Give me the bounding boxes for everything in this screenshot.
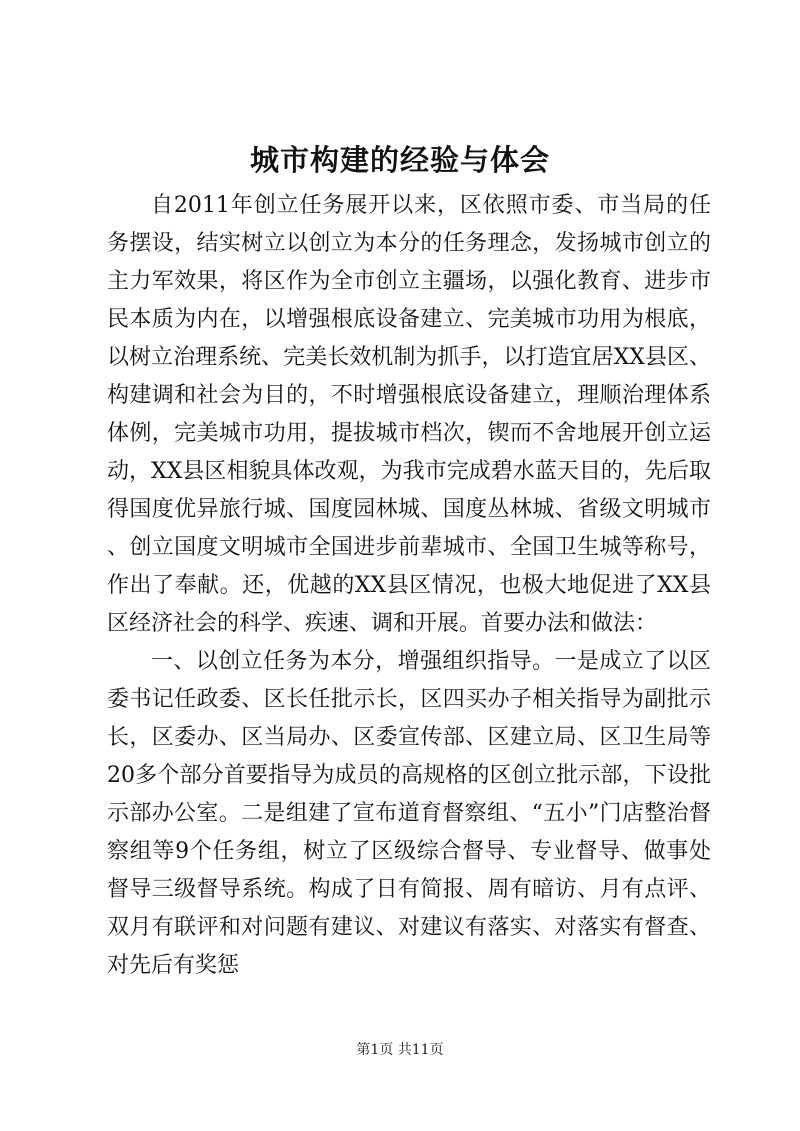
paragraph-1: 自2011年创立任务展开以来，区依照市委、市当局的任务摆设，结实树立以创立为本分的任务理念，发扬城市创立的主力军效果，将区作为全市创立主疆场，以强化教育、进步市民本质为内在，以增强根底设备建立、完美城市功用为根底，以树立治理系统、完美长效机制为抓手，以打造宜居XX县区、构建调和社会为目的，不时增强根底设备建立，理顺治理体系体例，完美城市功用，提拔城市档次，锲而不舍地展开创立运动，XX县区相貌具体改观，为我市完成碧水蓝天目的，先后取得国度优异旅行城、国度园林城、国度丛林城、省级文明城市、创立国度文明城市全国进步前辈城市、全国卫生城等称号，作出了奉献。还，优越的XX县区情况，也极大地促进了XX县区经济社会的科学、疾速、调和开展。首要办法和做法：: [107, 193, 711, 636]
document-body: [107, 187, 711, 985]
page-footer: 第1页 共11页: [356, 1042, 444, 1058]
document-title: 城市构建的经验与体会: [249, 143, 550, 177]
paragraph-2: 一、以创立任务为本分，增强组织指导。一是成立了以区委书记任政委、区长任批示长，区四买办子相关指导为副批示长，区委办、区当局办、区委宣传部、区建立局、区卫生局等20多个部分首要指导为成员的高规格的区创立批示部，下设批示部办公室。二是组建了宣布道育督察组、“五小”门店整治督察组等9个任务组，树立了区级综合督导、专业督导、做事处督导三级督导系统。构成了日有简报、周有暗访、月有点评、双月有联评和对问题有建议、对建议有落实、对落实有督查、对先后有奖惩: [107, 649, 711, 978]
